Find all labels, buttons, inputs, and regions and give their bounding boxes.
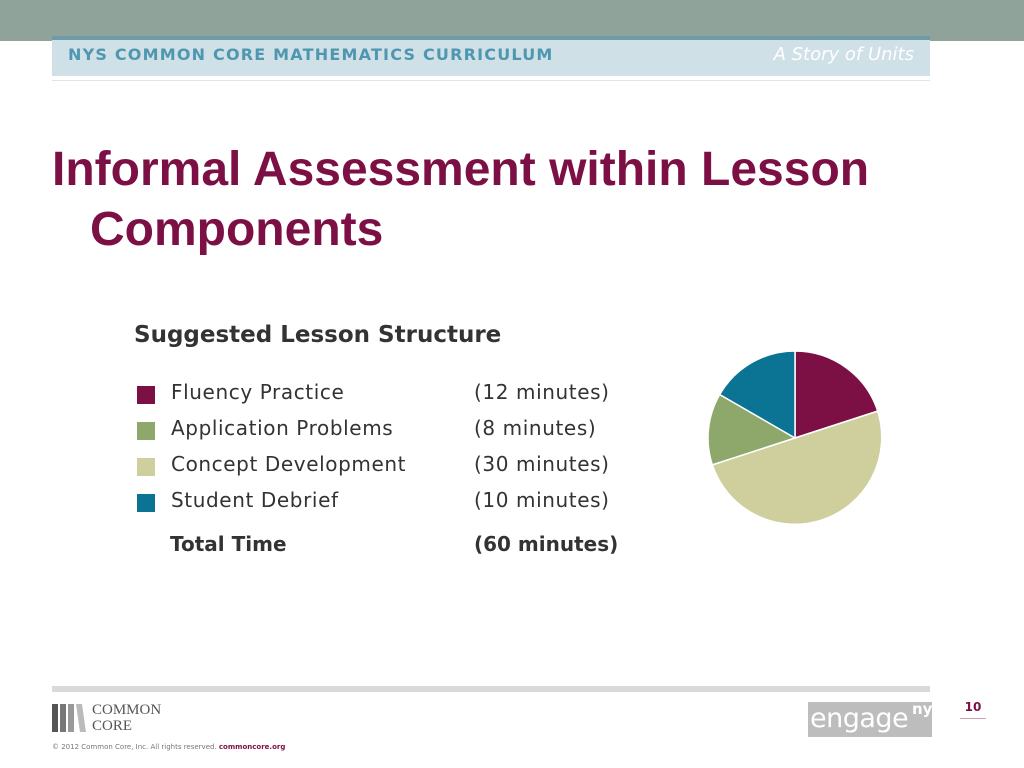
curriculum-header — [52, 36, 930, 76]
logo-line1: COMMON — [92, 702, 162, 718]
lesson-structure-heading: Suggested Lesson Structure — [134, 322, 502, 348]
legend-row-concept — [137, 450, 657, 486]
legend-row-application — [137, 414, 657, 450]
total-time-row — [137, 530, 657, 564]
legend-row-fluency — [137, 378, 657, 414]
row-label: Application Problems — [171, 416, 394, 440]
concept-swatch — [137, 458, 155, 476]
row-time: (30 minutes) — [474, 452, 610, 476]
copyright-notice — [52, 743, 285, 751]
total-time-label: Total Time — [170, 532, 287, 556]
row-label: Concept Development — [171, 452, 407, 476]
debrief-swatch — [137, 494, 155, 512]
copyright-link[interactable]: commoncore.org — [218, 743, 286, 751]
module-subtitle: A Story of Units — [773, 44, 914, 65]
engage-logo-superscript: ny — [912, 700, 933, 718]
row-label: Fluency Practice — [171, 380, 345, 404]
engage-logo-word: engage — [810, 703, 909, 734]
top-band — [0, 0, 1024, 41]
slide-title-line1: Informal Assessment within Lesson — [52, 143, 870, 196]
common-core-logo-text — [92, 702, 161, 734]
footer-divider — [52, 686, 930, 692]
row-label: Student Debrief — [171, 488, 339, 512]
lesson-time-pie-chart — [685, 340, 905, 540]
row-time: (10 minutes) — [474, 488, 610, 512]
lesson-structure-legend — [137, 378, 657, 522]
slide-title-line2: Components — [90, 203, 384, 256]
row-time: (8 minutes) — [474, 416, 597, 440]
total-time-value: (60 minutes) — [474, 532, 619, 556]
common-core-logo-icon — [52, 704, 86, 732]
slide-title — [52, 140, 952, 260]
copyright-text: © 2012 Common Core, Inc. All rights reserved. — [52, 743, 217, 751]
header-divider — [52, 80, 930, 81]
application-swatch — [137, 422, 155, 440]
fluency-swatch — [137, 386, 155, 404]
logo-line2: CORE — [92, 718, 133, 734]
legend-row-debrief — [137, 486, 657, 522]
engage-ny-logo — [808, 702, 932, 737]
curriculum-name: NYS COMMON CORE MATHEMATICS CURRICULUM — [68, 45, 554, 64]
row-time: (12 minutes) — [474, 380, 610, 404]
page-number: 10 — [960, 700, 986, 719]
